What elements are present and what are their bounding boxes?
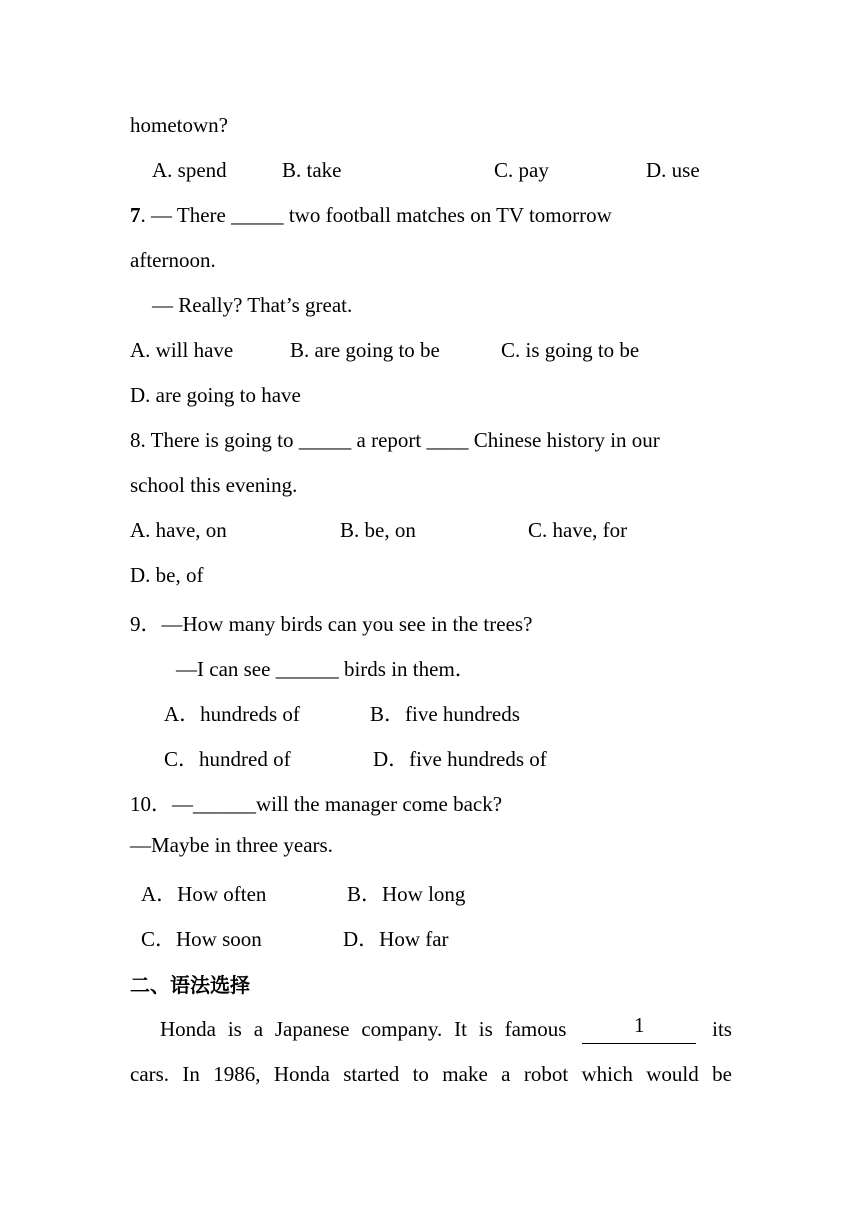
q9-option-d: D．five hundreds of [373,747,547,771]
q7-option-c: C. is going to be [501,338,640,362]
passage-paragraph [130,1014,732,1089]
q7-stem-text: . — There _____ two football matches on TV tomorrow [140,203,612,227]
q7-stem [130,203,612,228]
q7-number: 7 [130,203,141,227]
passage-word: robot [523,1062,569,1086]
passage-word: Honda [160,1017,216,1041]
q6-stem-continuation: hometown? [130,113,228,137]
q9-reply: —I can see ______ birds in them． [176,657,476,681]
q10-stem: 10．—______will the manager come back? [130,792,503,816]
q10-reply: —Maybe in three years. [130,833,333,857]
q7-stem-continuation: afternoon. [130,248,216,272]
passage-word: cars. [130,1062,170,1086]
passage-line-2 [130,1059,732,1089]
q8-option-a: A. have, on [130,518,227,542]
q8-stem: 8. There is going to _____ a report ____ Chinese history in our [130,428,660,452]
passage-line-1 [130,1014,732,1044]
q8-option-b: B. be, on [340,518,416,542]
q7-option-a: A. will have [130,338,234,362]
q9-option-a: A．hundreds of [164,702,300,726]
q7-reply: — Really? That’s great. [152,293,353,317]
q7-option-b: B. are going to be [290,338,440,362]
q8-option-c: C. have, for [528,518,628,542]
passage-word: its [712,1017,732,1041]
q6-option-a: A. spend [152,158,227,182]
passage-word: Japanese [274,1017,350,1041]
q9-stem: 9．—How many birds can you see in the trees? [130,612,533,636]
q6-option-d: D. use [646,158,700,182]
passage-word: Honda [273,1062,330,1086]
q7-option-d: D. are going to have [130,383,301,407]
q10-option-a: A．How often [141,882,267,906]
passage-word: famous [504,1017,567,1041]
passage-word: make [442,1062,488,1086]
passage-word: which [581,1062,633,1086]
blank-1: 1 [582,1014,696,1044]
section-heading: 二、语法选择 [130,973,250,997]
q6-option-b: B. take [282,158,342,182]
q8-option-d: D. be, of [130,563,204,587]
passage-word: would [646,1062,699,1086]
passage-word: is [227,1017,242,1041]
q9-option-c: C．hundred of [164,747,291,771]
q10-option-b: B．How long [347,882,466,906]
passage-word: 1986, [213,1062,261,1086]
passage-word: a [501,1062,511,1086]
passage-word: is [478,1017,493,1041]
q8-stem-continuation: school this evening. [130,473,298,497]
passage-word: It [454,1017,467,1041]
q10-option-c: C．How soon [141,927,262,951]
q9-option-b: B．five hundreds [370,702,520,726]
q10-option-d: D．How far [343,927,449,951]
passage-word: to [412,1062,429,1086]
passage-word: a [253,1017,264,1041]
passage-word: In [182,1062,200,1086]
passage-word: started [343,1062,400,1086]
passage-word: company. [361,1017,443,1041]
q6-option-c: C. pay [494,158,549,182]
passage-word: be [712,1062,732,1086]
